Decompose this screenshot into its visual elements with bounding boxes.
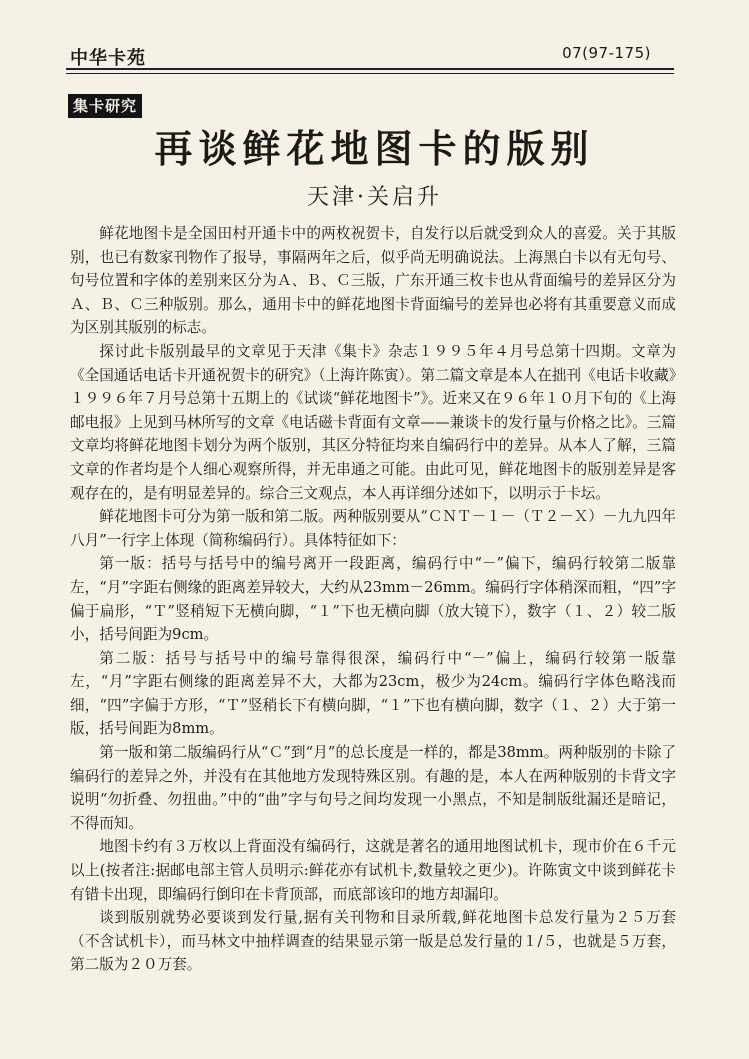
magazine-name: 中华卡苑 bbox=[70, 48, 146, 69]
paragraph: 鲜花地图卡可分为第一版和第二版。两种版别要从“ＣＮＴ－１－（Ｔ２－Ｘ）－九九四年八月”一行字上体现（简称编码行）。具体特征如下： bbox=[70, 508, 676, 549]
page-reference: 07(97-175) bbox=[562, 44, 651, 62]
paragraph: 第一版：括号与括号中的编号离开一段距离，编码行中“－”偏下，编码行较第二版靠左，“月”字距右侧缘的距离差异较大，大约从23mm－26mm。编码行字体稍深而粗，“四”字偏于扁形，“Ｔ”竖稍短下无横向脚，“１”下也无横向脚（放大镜下），数字（１、２）较二版小，括号间距为9cm。 bbox=[70, 555, 676, 644]
article-title: 再谈鲜花地图卡的版别 bbox=[154, 126, 595, 171]
author-line: 天津·关启升 bbox=[307, 185, 442, 210]
paragraph: 鲜花地图卡是全国田村开通卡中的两枚祝贺卡，自发行以后就受到众人的喜爱。关于其版别，也已有数家刊物作了报导，事隔两年之后，似乎尚无明确说法。上海黑白卡以有无句号、句号位置和字体的差别来区分为Ａ、Ｂ、Ｃ三版，广东开通三枚卡也从背面编号的差异区分为Ａ、Ｂ、Ｃ三种版别。那么，通用卡中的鲜花地图卡背面编号的差异也必将有其重要意义而成为区别其版别的标志。 bbox=[70, 225, 676, 337]
section-tag: 集卡研究 bbox=[68, 94, 142, 118]
paragraph: 地图卡约有３万枚以上背面没有编码行，这就是著名的通用地图试机卡，现市价在６千元以上(按者注:据邮电部主管人员明示:鲜花亦有试机卡,数量较之更少)。许陈寅文中谈到鲜花卡有错卡出现，即编码行倒印在卡背顶部，而底部该印的地方却漏印。 bbox=[70, 838, 676, 903]
paragraph: 探讨此卡版别最早的文章见于天津《集卡》杂志１９９５年４月号总第十四期。文章为《全国通话电话卡开通祝贺卡的研究》（上海许陈寅）。第二篇文章是本人在拙刊《电话卡收藏》１９９６年７月号总第十五期上的《试谈“鲜花地图卡”》。近来又在９６年１０月下旬的《上海邮电报》上见到马林所写的文章《电话磁卡背面有文章——兼谈卡的发行量与价格之比》。三篇文章均将鲜花地图卡划分为两个版别，其区分特征均来自编码行中的差异。从本人了解，三篇文章的作者均是个人细心观察所得，并无串通之可能。由此可见，鲜花地图卡的版别差异是客观存在的，是有明显差异的。综合三文观点，本人再详细分述如下，以明示于卡坛。 bbox=[70, 342, 676, 502]
paragraph: 第二版：括号与括号中的编号靠得很深，编码行中“－”偏上，编码行较第一版靠左，“月”字距右侧缘的距离差异不大，大都为23cm，极少为24cm。编码行字体色略浅而细，“四”字偏于方形，“Ｔ”竖稍长下有横向脚，“１”下也有横向脚，数字（１、２）大于第一版，括号间距为8mm。 bbox=[70, 649, 676, 738]
header-rule bbox=[66, 68, 674, 74]
paragraph: 第一版和第二版编码行从“Ｃ”到“月”的总长度是一样的，都是38mm。两种版别的卡除了编码行的差异之外，并没有在其他地方发现特殊区别。有趣的是，本人在两种版别的卡背文字说明“勿折叠、勿扭曲。”中的“曲”字与句号之间均发现一小黑点，不知是制版纰漏还是暗记，不得而知。 bbox=[70, 744, 676, 832]
paragraph: 谈到版别就势必要谈到发行量,据有关刊物和目录所载,鲜花地图卡总发行量为２５万套（不含试机卡），而马林文中抽样调查的结果显示第一版是总发行量的１/５，也就是５万套，第二版为２０万套。 bbox=[70, 909, 676, 974]
article-body bbox=[70, 222, 676, 977]
